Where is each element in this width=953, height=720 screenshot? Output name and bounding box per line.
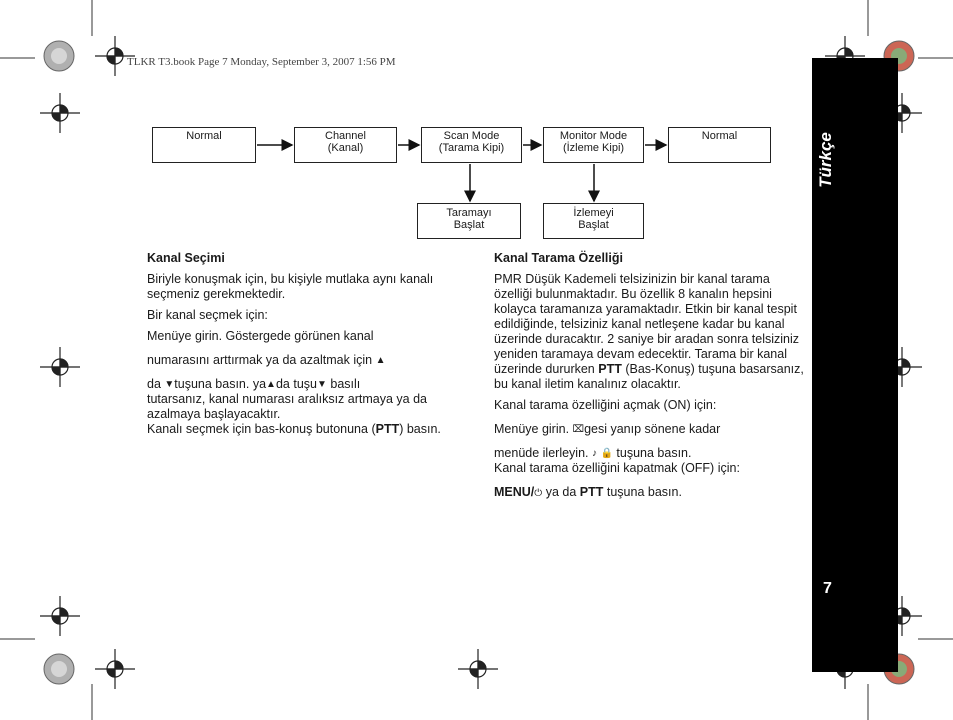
print-header: TLKR T3.book Page 7 Monday, September 3, 2007 1:56 PM: [127, 56, 396, 68]
channel-selection-section: [147, 251, 472, 443]
flow-box-channel: Channel (Kanal): [294, 127, 397, 163]
power-icon: ⏻: [534, 487, 543, 499]
paragraph: tutarsanız, kanal numarası aralıksız artmaya ya da azalmaya başlayacaktır.: [147, 392, 427, 422]
section-heading: Kanal Tarama Özelliği: [494, 251, 623, 265]
scan-mode-icon: ⌧: [572, 424, 585, 436]
channel-scan-section: [494, 251, 804, 507]
paragraph: Kanal tarama özelliğini kapatmak (OFF) için:: [494, 461, 740, 476]
paragraph: PMR Düşük Kademeli telsizinizin bir kanal tarama özelliği bulunmaktadır. Bu özellik 8 kanalın hepsini kolayca taramanıza yaramaktadır. Etkin bir kanal tespit edildiğinde, telsiziniz kanal netleşene kadar bu kanal üzerinde duracaktır. 2 saniye bir aradan sonra telsiziniz yeniden taramaya devam edecektir. Tarama bir kanal üzerinde dururken PTT (Bas-Konuş) tuşuna basarsanız, bu kanal iletim kanalınız olacaktır.: [494, 272, 804, 391]
down-arrow-icon: ▼: [164, 379, 175, 391]
paragraph: da ▼tuşuna basın. ya▲da tuşu▼ basılı: [147, 377, 361, 392]
paragraph: Bir kanal seçmek için:: [147, 308, 268, 322]
paragraph: MENU/⏻ ya da PTT tuşuna basın.: [494, 485, 682, 500]
flow-box-scan-mode: Scan Mode (Tarama Kipi): [421, 127, 522, 163]
paragraph: numarasını arttırmak ya da azaltmak için ▲: [147, 353, 386, 367]
flow-box-monitor-mode: Monitor Mode (İzleme Kipi): [543, 127, 644, 163]
up-arrow-icon: ▲: [375, 355, 386, 367]
language-label: Türkçe: [816, 132, 835, 188]
paragraph: Biriyle konuşmak için, bu kişiyle mutlaka aynı kanalı seçmeniz gerekmektedir.: [147, 272, 434, 301]
paragraph: Kanalı seçmek için bas-konuş butonuna (PTT) basın.: [147, 422, 441, 437]
lock-icon: 🔒: [600, 448, 613, 460]
flow-box-normal-end: Normal: [668, 127, 771, 163]
flow-box-start-scan: Taramayı Başlat: [417, 203, 521, 239]
flow-box-start-monitor: İzlemeyi Başlat: [543, 203, 644, 239]
paragraph: Menüye girin. Göstergede görünen kanal: [147, 329, 374, 343]
paragraph: Kanal tarama özelliğini açmak (ON) için:: [494, 398, 717, 412]
paragraph: menüde ilerleyin. ♪ 🔒 tuşuna basın.: [494, 446, 692, 461]
paragraph: Menüye girin. ⌧gesi yanıp sönene kadar: [494, 422, 721, 436]
section-heading: Kanal Seçimi: [147, 251, 225, 265]
flow-box-normal: Normal: [152, 127, 256, 163]
down-arrow-icon: ▼: [316, 379, 327, 391]
page-number: 7: [823, 580, 832, 597]
call-icon: ♪: [591, 448, 597, 460]
up-arrow-icon: ▲: [266, 379, 276, 391]
